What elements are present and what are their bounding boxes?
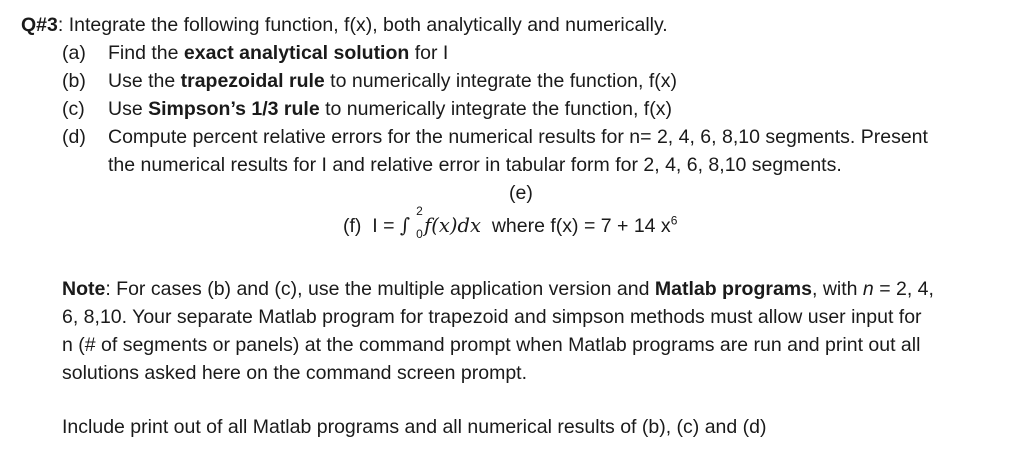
item-text: Use xyxy=(108,98,149,120)
item-label: (c) xyxy=(62,98,85,120)
item-text: Find the xyxy=(108,42,184,64)
item-label: (b) xyxy=(62,70,86,92)
integral-sign: ∫ xyxy=(399,214,411,237)
item-a xyxy=(62,40,448,66)
note-line-2: 6, 8,10. Your separate Matlab program for trapezoid and simpson methods must allow user input for xyxy=(62,306,922,328)
upper-limit: 2 xyxy=(416,204,423,218)
question-number: Q#3 xyxy=(21,14,58,36)
question-title: : Integrate the following function, f(x), both analytically and numerically. xyxy=(57,14,668,36)
item-f xyxy=(343,204,678,241)
note-line-4: solutions asked here on the command screen prompt. xyxy=(62,362,528,384)
integral-lhs: I = xyxy=(372,215,400,237)
note-line-3: n (# of segments or panels) at the command prompt when Matlab programs are run and print out all xyxy=(62,334,921,356)
item-emphasis: trapezoidal rule xyxy=(180,70,325,92)
item-label: (f) xyxy=(343,215,362,237)
note-text: = 2, 4, xyxy=(873,278,934,300)
note-text: , with xyxy=(811,278,863,300)
item-label: (d) xyxy=(62,126,86,148)
exponent: 6 xyxy=(670,213,678,228)
item-text: Use the xyxy=(108,70,181,92)
item-c xyxy=(62,96,672,122)
note-emphasis: Matlab programs xyxy=(654,278,812,300)
item-b xyxy=(62,68,677,94)
integrand: f(x)dx xyxy=(424,214,481,237)
item-text: Compute percent relative errors for the numerical results for n= 2, 4, 6, 8,10 segments. Present xyxy=(108,126,928,148)
item-label: (a) xyxy=(62,42,86,64)
item-emphasis: exact analytical solution xyxy=(183,42,410,64)
note-variable: n xyxy=(862,278,874,300)
item-e-label: (e) xyxy=(509,182,533,204)
function-definition: where f(x) = 7 + 14 x xyxy=(491,215,671,237)
item-d-continuation xyxy=(108,152,842,178)
item-text: to numerically integrate the function, f(x) xyxy=(319,98,672,120)
item-text: for I xyxy=(409,42,449,64)
note-text: : For cases (b) and (c), use the multiple application version and xyxy=(105,278,655,300)
item-text: to numerically integrate the function, f(x) xyxy=(324,70,677,92)
item-text: the numerical results for I and relative error in tabular form for 2, 4, 6, 8,10 segments. xyxy=(108,154,842,176)
note-line-1 xyxy=(62,276,934,302)
integral-limits xyxy=(410,204,424,241)
note-label: Note xyxy=(62,278,106,300)
item-d xyxy=(62,124,928,150)
item-emphasis: Simpson’s 1/3 rule xyxy=(148,98,320,120)
include-instruction: Include print out of all Matlab programs and all numerical results of (b), (c) and (d) xyxy=(62,416,767,438)
question-heading xyxy=(21,12,668,38)
lower-limit: 0 xyxy=(416,227,423,241)
